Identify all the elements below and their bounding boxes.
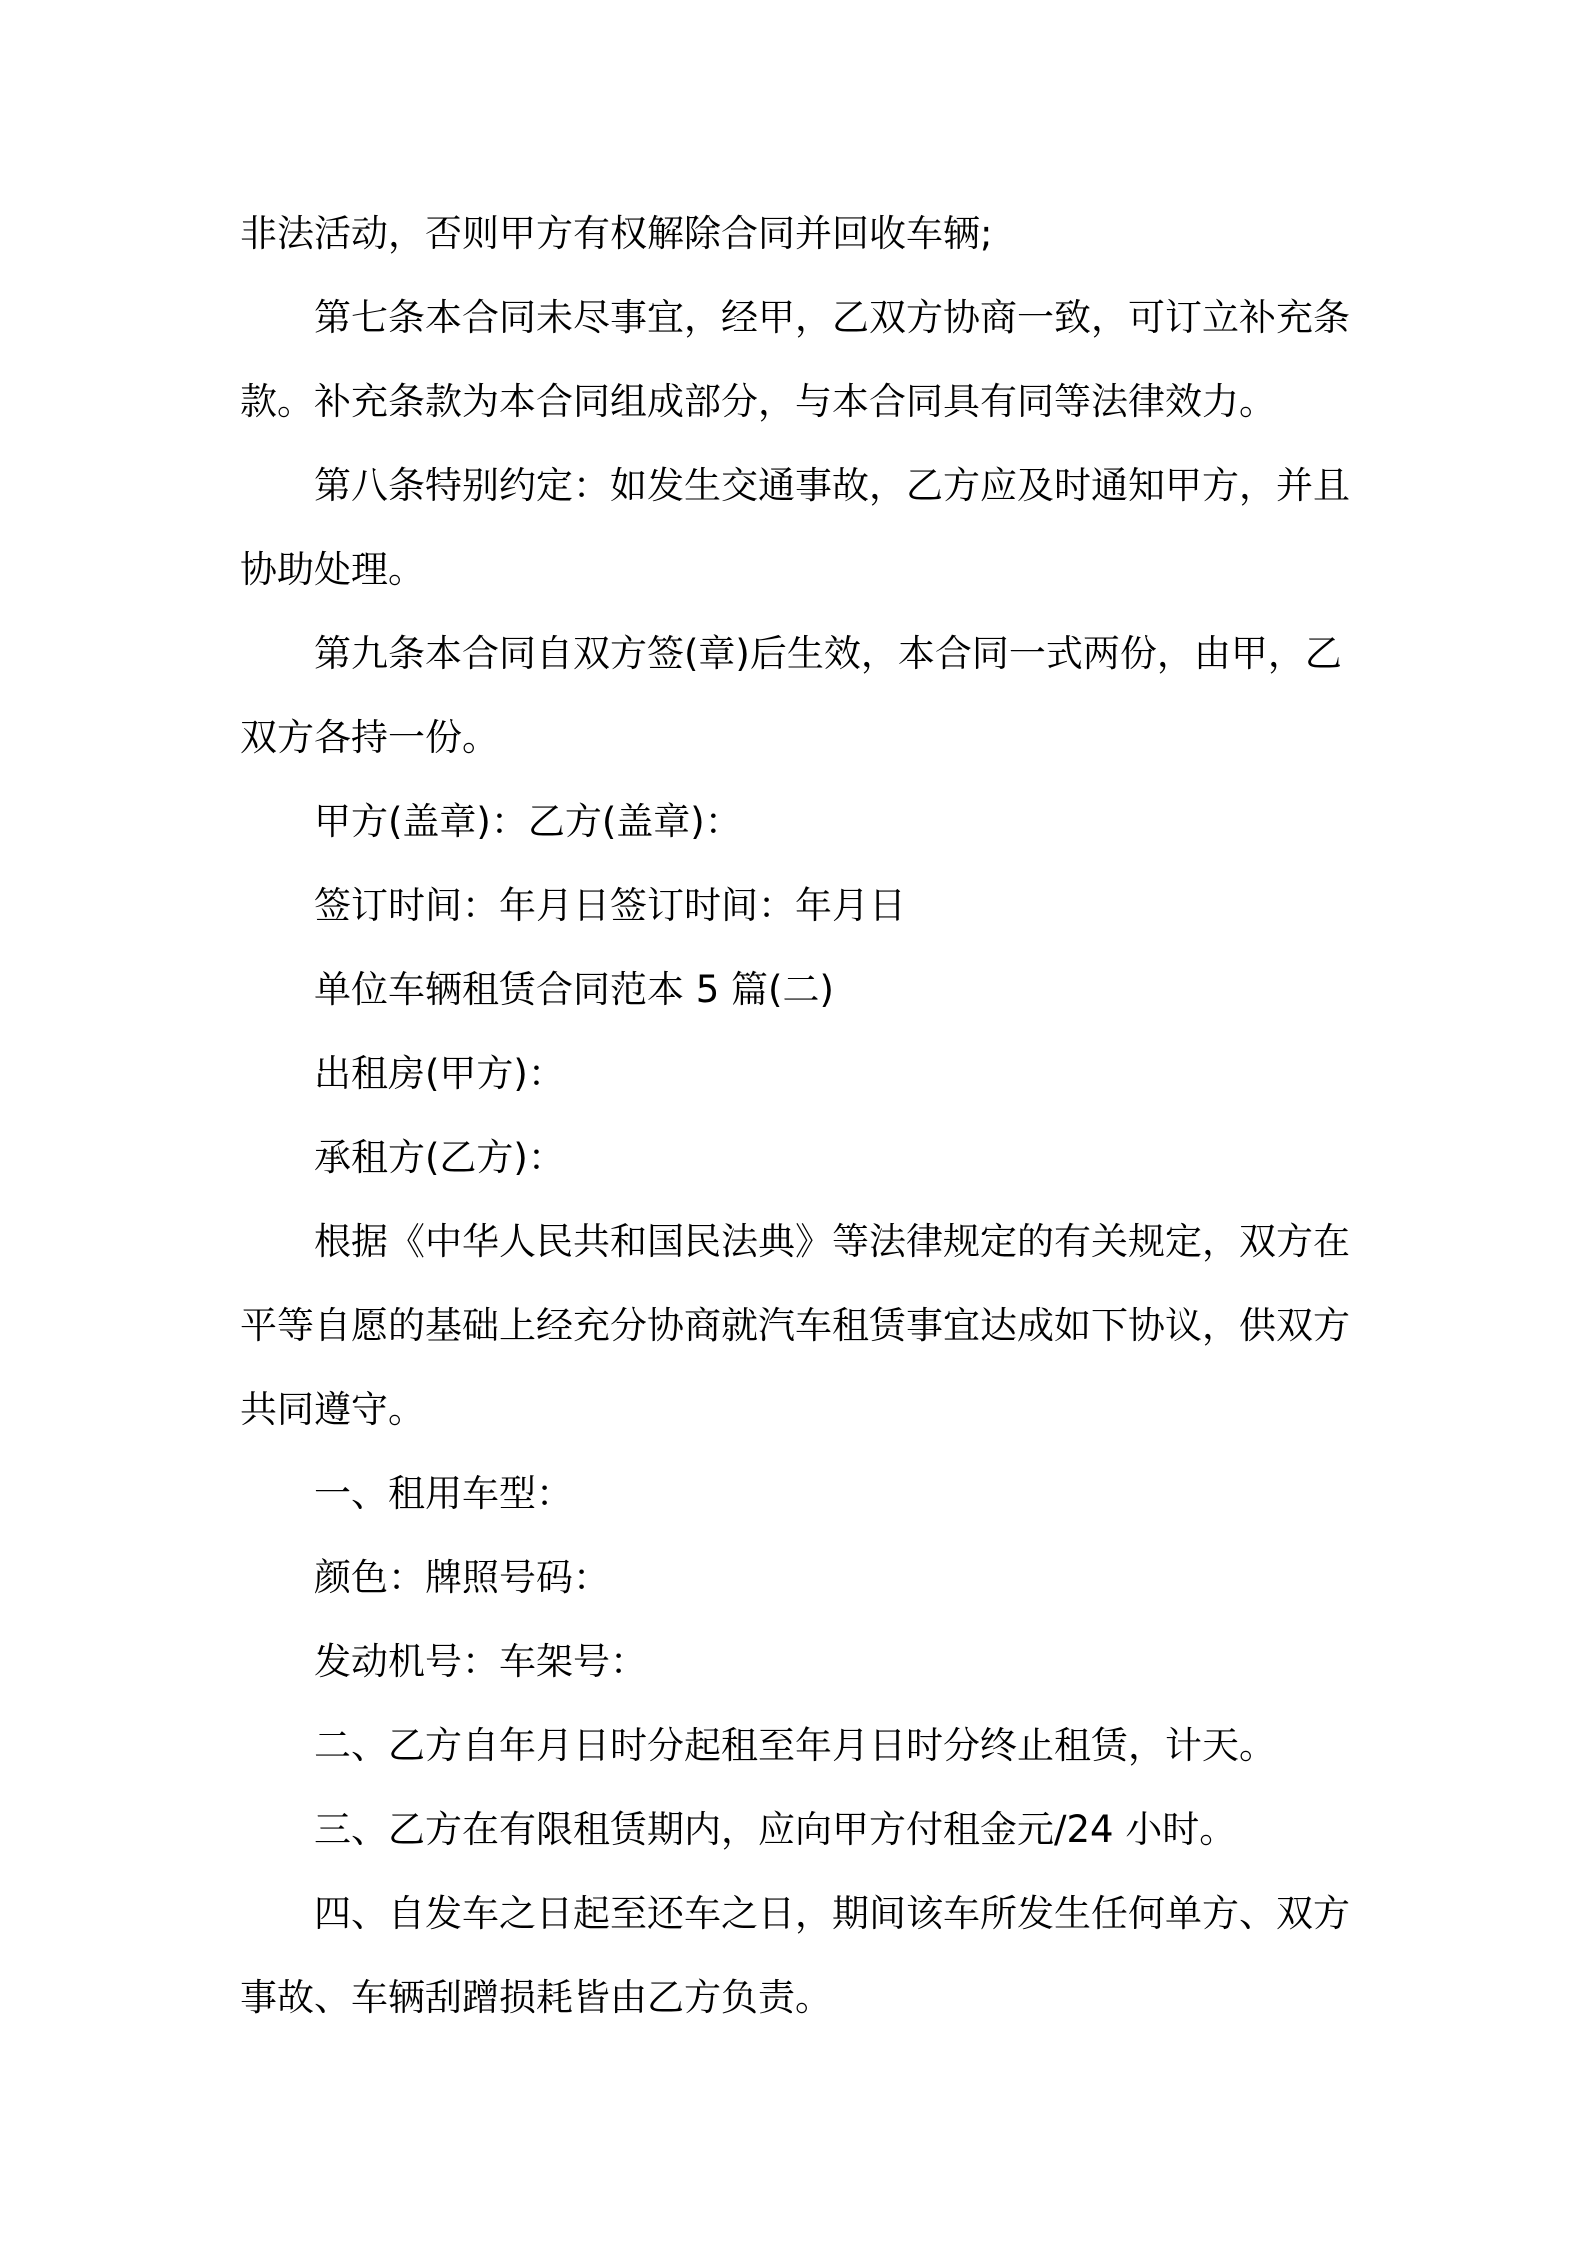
clause-2-rental-period: 二、乙方自年月日时分起租至年月日时分终止租赁，计天。	[314, 1724, 1276, 1767]
document-page	[240, 192, 1360, 2040]
clause-3-rent: 三、乙方在有限租赁期内，应向甲方付租金元/24 小时。	[314, 1808, 1237, 1851]
lessor-field: 出租房(甲方)：	[314, 1052, 565, 1095]
clause-1-color-plate: 颜色：牌照号码：	[314, 1556, 610, 1599]
lessee-field: 承租方(乙方)：	[314, 1136, 565, 1179]
clause-1-vehicle-model: 一、租用车型：	[314, 1472, 573, 1515]
text-line: 非法活动，否则甲方有权解除合同并回收车辆;	[240, 212, 993, 255]
article-8-line-2: 协助处理。	[240, 548, 425, 591]
article-9-line-1: 第九条本合同自双方签(章)后生效，本合同一式两份，由甲，乙	[314, 632, 1342, 675]
preamble-line-1: 根据《中华人民共和国民法典》等法律规定的有关规定，双方在	[314, 1220, 1350, 1263]
clause-4-line-2: 事故、车辆刮蹭损耗皆由乙方负责。	[240, 1976, 832, 2019]
clause-1-engine-frame: 发动机号：车架号：	[314, 1640, 647, 1683]
signature-parties: 甲方(盖章)：乙方(盖章)：	[314, 800, 742, 843]
article-7-line-2: 款。补充条款为本合同组成部分，与本合同具有同等法律效力。	[240, 380, 1276, 423]
article-8-line-1: 第八条特别约定：如发生交通事故，乙方应及时通知甲方，并且	[314, 464, 1350, 507]
article-7-line-1: 第七条本合同未尽事宜，经甲，乙双方协商一致，可订立补充条	[314, 296, 1350, 339]
article-9-line-2: 双方各持一份。	[240, 716, 499, 759]
preamble-line-3: 共同遵守。	[240, 1388, 425, 1431]
preamble-line-2: 平等自愿的基础上经充分协商就汽车租赁事宜达成如下协议，供双方	[240, 1304, 1350, 1347]
clause-4-line-1: 四、自发车之日起至还车之日，期间该车所发生任何单方、双方	[314, 1892, 1350, 1935]
section-title: 单位车辆租赁合同范本 5 篇(二)	[314, 968, 834, 1011]
signature-dates: 签订时间：年月日签订时间：年月日	[314, 884, 906, 927]
